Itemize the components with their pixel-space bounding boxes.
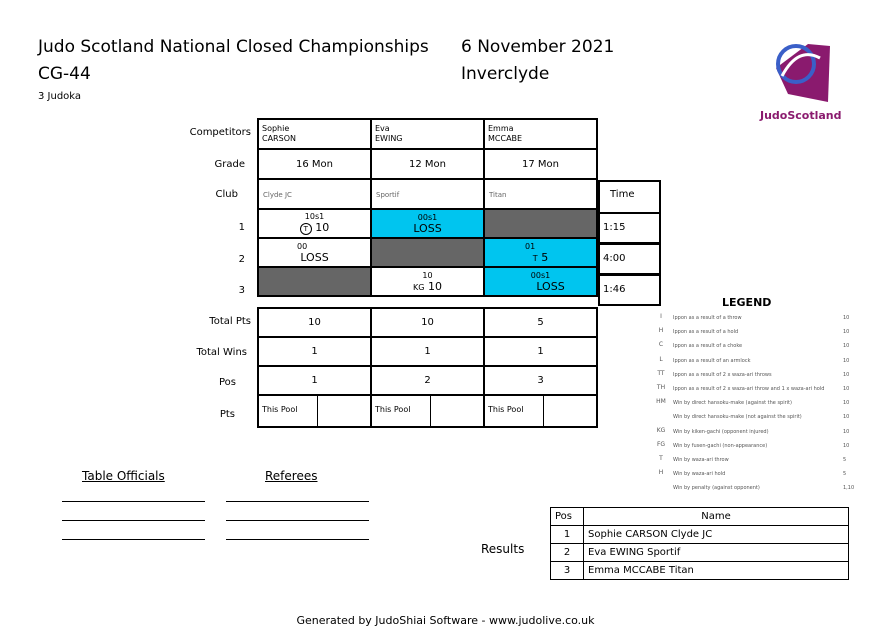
legend-row [651,412,851,426]
signature-line [226,501,369,502]
legend-points: 10 [843,343,850,350]
results-label: Results [481,542,525,556]
event-date: 6 November 2021 [461,37,615,57]
legend-points: 10 [843,371,850,378]
label-total-wins: Total Wins [196,347,247,358]
legend-points: 10 [843,329,850,336]
label-round-2: 2 [238,254,245,265]
blocked-cell [484,209,597,238]
legend-points: 10 [843,400,850,407]
legend-text: Win by direct hansoku-make (against the spirit) [673,400,792,407]
legend-text: Win by direct hansoku-make (not against the spirit) [673,414,802,421]
time-header: Time [598,180,661,214]
totals-grid [257,307,598,428]
legend-icon: L [659,355,663,363]
pool-grid [257,118,598,297]
label-competitors: Competitors [189,127,251,138]
legend-points: 10 [843,442,850,449]
competitor-1-cell: Sophie CARSON [258,119,371,149]
match-r2-c3: 01 T 5 [484,238,597,267]
legend-text: Ippon as a result of a throw [673,315,742,321]
legend-text: Win by fusen-gachi (non-appearance) [673,442,768,449]
legend-row [651,384,851,398]
signature-line [62,539,205,540]
match-r3-c3: 00s1 LOSS [484,267,597,296]
legend-icon: H [658,469,664,477]
table-row: 3 Emma MCCABE Titan [551,562,849,580]
legend-row [651,483,855,497]
results-header-pos: Pos [551,508,584,526]
signature-line [62,501,205,502]
legend-text: Ippon as a result of 2 x waza-ari throws [673,371,772,378]
grade-2: 12 Mon [371,149,484,179]
legend-row [651,370,851,384]
time-r2: 4:00 [598,243,661,275]
total-wins-1: 1 [258,337,371,366]
legend-icon: KG [656,426,666,434]
legend-text: Ippon as a result of a choke [673,343,743,350]
judoscotland-logo-icon [768,36,838,106]
legend-icon: TH [656,384,666,391]
legend-points: 10 [843,315,850,321]
match-r3-c2: 10 KG 10 [371,267,484,296]
legend-text: Win by waza-ari throw [673,457,729,463]
legend-icon: H [658,327,664,335]
total-wins-3: 1 [484,337,597,366]
results-table [550,507,849,580]
time-r3: 1:46 [598,274,661,306]
club-1: Clyde JC [263,190,292,199]
pos-1: 1 [258,366,371,395]
grade-3: 17 Mon [484,149,597,179]
legend-row [651,469,851,483]
pos-2: 2 [371,366,484,395]
legend-title: LEGEND [722,296,772,309]
logo-text: JudoScotland [760,109,842,122]
match-r1-c2: 00s1 LOSS [371,209,484,238]
legend-row [651,327,851,341]
club-3: Titan [489,190,507,199]
legend-row [651,427,851,441]
legend-points: 5 [843,471,847,478]
legend-points: 5 [843,457,847,463]
label-total-pts: Total Pts [209,316,251,327]
competitor-2-cell: Eva EWING [371,119,484,149]
total-pts-3: 5 [484,308,597,337]
legend-text: Ippon as a result of 2 x waza-ari throw and 1 x waza-ari hold [673,386,825,392]
legend-points: 10 [843,414,850,421]
pool-pts-3: This Pool [484,395,597,427]
legend-icon: I [660,313,662,320]
signature-line [226,539,369,540]
table-row: 2 Eva EWING Sportif [551,544,849,562]
legend-row [651,341,851,355]
legend-icon: HM [656,398,666,406]
legend-row [651,356,851,370]
label-club: Club [215,189,238,200]
legend-points: 10 [843,428,850,435]
throw-ippon-icon: T [300,223,312,235]
legend-points: 1,10 [843,485,855,492]
competitor-3-cell: Emma MCCABE [484,119,597,149]
legend-points: 10 [843,357,850,364]
venue: Inverclyde [461,64,550,84]
legend-text: Ippon as a result of a hold [673,329,739,336]
match-r2-c1: 00 LOSS [258,238,371,267]
legend-text: Ippon as a result of an armlock [673,357,751,364]
legend-icon: T [659,455,663,462]
grade-1: 16 Mon [258,149,371,179]
label-round-3: 3 [238,285,245,296]
footer: Generated by JudoShiai Software - www.judolive.co.uk [296,614,595,627]
time-r1: 1:15 [598,212,661,244]
category: CG-44 [38,64,91,84]
legend-points: 10 [843,386,850,392]
waza-ari-throw-icon: T [532,253,538,263]
referees-label: Referees [265,469,318,483]
legend-row [651,455,851,469]
kiken-gachi-icon: KG [413,282,425,292]
legend-text: Win by waza-ari hold [673,471,726,478]
legend-icon: TT [657,369,665,377]
signature-line [226,520,369,521]
total-pts-2: 10 [371,308,484,337]
blocked-cell [371,238,484,267]
match-r1-c1: 10s1 T 10 [258,209,371,238]
legend-text: Win by penalty (against opponent) [673,485,760,492]
label-pos: Pos [218,377,236,388]
results-header-name: Name [584,508,849,526]
total-pts-1: 10 [258,308,371,337]
signature-line [62,520,205,521]
legend-row [651,441,851,455]
pos-3: 3 [484,366,597,395]
blocked-cell [258,267,371,296]
table-officials-label: Table Officials [82,469,165,483]
event-title: Judo Scotland National Closed Championships [38,37,429,57]
legend-row [651,313,851,327]
legend-icon: C [658,341,664,349]
judoka-count: 3 Judoka [38,91,82,102]
label-pts: Pts [219,409,235,420]
pool-pts-2: This Pool [371,395,484,427]
legend-text: Win by kiken-gachi (opponent injured) [673,428,769,435]
label-grade: Grade [214,159,245,170]
legend-icon: FG [656,440,666,448]
legend-row [651,398,851,412]
table-row: 1 Sophie CARSON Clyde JC [551,526,849,544]
label-round-1: 1 [238,222,245,233]
club-2: Sportif [376,190,400,199]
total-wins-2: 1 [371,337,484,366]
pool-pts-1: This Pool [258,395,371,427]
